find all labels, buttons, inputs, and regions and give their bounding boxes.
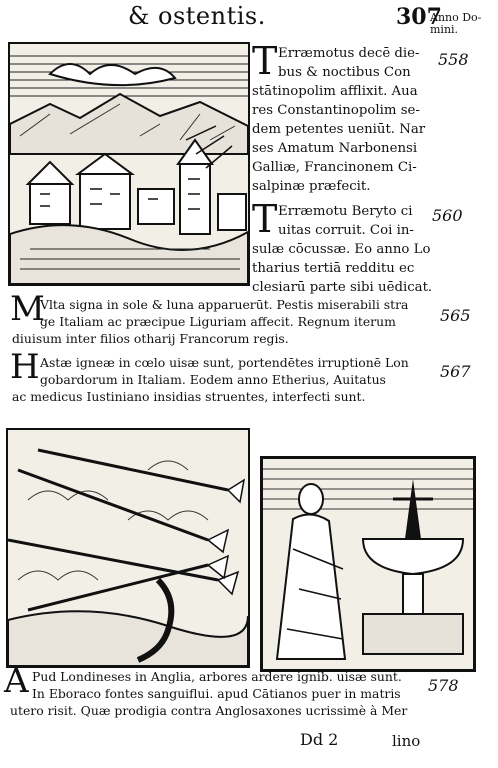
text-line: ses Amatum Narbonensi	[252, 141, 418, 156]
signature-mark: Dd 2	[300, 730, 339, 749]
year-560: 560	[432, 206, 463, 225]
text-line: sulæ cōcussæ. Eo anno Lo	[252, 242, 431, 257]
text-line: Galliæ, Francinonem Ci-	[252, 160, 417, 175]
year-578: 578	[428, 676, 459, 695]
text-line: Erræmotus decē die-	[278, 46, 420, 61]
year-565: 565	[440, 306, 471, 325]
entry-578-lines-c	[10, 702, 407, 719]
text-line: salpinæ præfecit.	[252, 179, 371, 194]
entry-578-lines-a	[32, 668, 402, 702]
entry-567-lines-c	[12, 388, 365, 405]
drop-cap-578: A	[4, 661, 29, 701]
fiery-spears-woodcut	[6, 428, 250, 668]
entry-558-lines-b	[252, 82, 425, 196]
year-558: 558	[438, 50, 469, 69]
earthquake-woodcut	[8, 42, 250, 286]
year-567: 567	[440, 362, 471, 381]
entry-558-lines-a	[278, 44, 420, 82]
text-line: ge Italiam ac præcipue Liguriam affecit. Regnum iterum	[40, 314, 396, 329]
text-line: tharius tertiā redditu ec	[252, 261, 415, 276]
text-line: dem petentes ueniūt. Nar	[252, 122, 426, 137]
running-title: & ostentis.	[128, 2, 266, 30]
text-line: Astæ igneæ in cœlo uisæ sunt, portendētes irruptionē Lon	[40, 355, 409, 370]
text-line: stātinopolim afflixit. Aua	[252, 84, 418, 99]
drop-cap-560: T	[252, 197, 278, 241]
text-line: res Constantinopolim se-	[252, 103, 420, 118]
entry-560-lines-b	[252, 240, 432, 297]
page-number: 307	[396, 4, 442, 30]
entry-567-lines	[40, 354, 409, 388]
text-line: ac medicus Iustiniano insidias struentes, interfecti sunt.	[12, 389, 366, 404]
text-line: Pud Londineses in Anglia, arbores ardere ignib. uisæ sunt.	[32, 669, 402, 684]
entry-565-lines-c	[12, 330, 289, 347]
text-line: clesiarū parte sibi uēdicat.	[252, 280, 433, 295]
blood-fountain-woodcut	[260, 456, 476, 672]
text-line: Erræmotu Beryto ci	[278, 204, 413, 219]
drop-cap-567: H	[10, 347, 40, 387]
catchword: lino	[392, 732, 421, 750]
text-line: Vlta signa in sole & luna apparuerūt. Pestis miserabili stra	[40, 297, 409, 312]
text-line: diuisum inter filios otharij Francorum regis.	[12, 331, 289, 346]
text-line: utero risit. Quæ prodigia contra Anglosaxones ucrissimè à Mer	[10, 703, 408, 718]
entry-560-lines-a	[278, 202, 414, 240]
text-line: gobardorum in Italiam. Eodem anno Etherius, Auitatus	[40, 372, 386, 387]
text-line: In Eboraco fontes sanguiflui. apud Cātianos puer in matris	[32, 686, 401, 701]
text-line: bus & noctibus Con	[278, 65, 411, 80]
text-line: uitas corruit. Coi in-	[278, 223, 414, 238]
entry-565-lines	[40, 296, 408, 330]
drop-cap-558: T	[252, 39, 278, 83]
margin-note-anno-domini: Anno Do-mini.	[430, 11, 482, 36]
drop-cap-565: M	[10, 289, 45, 329]
